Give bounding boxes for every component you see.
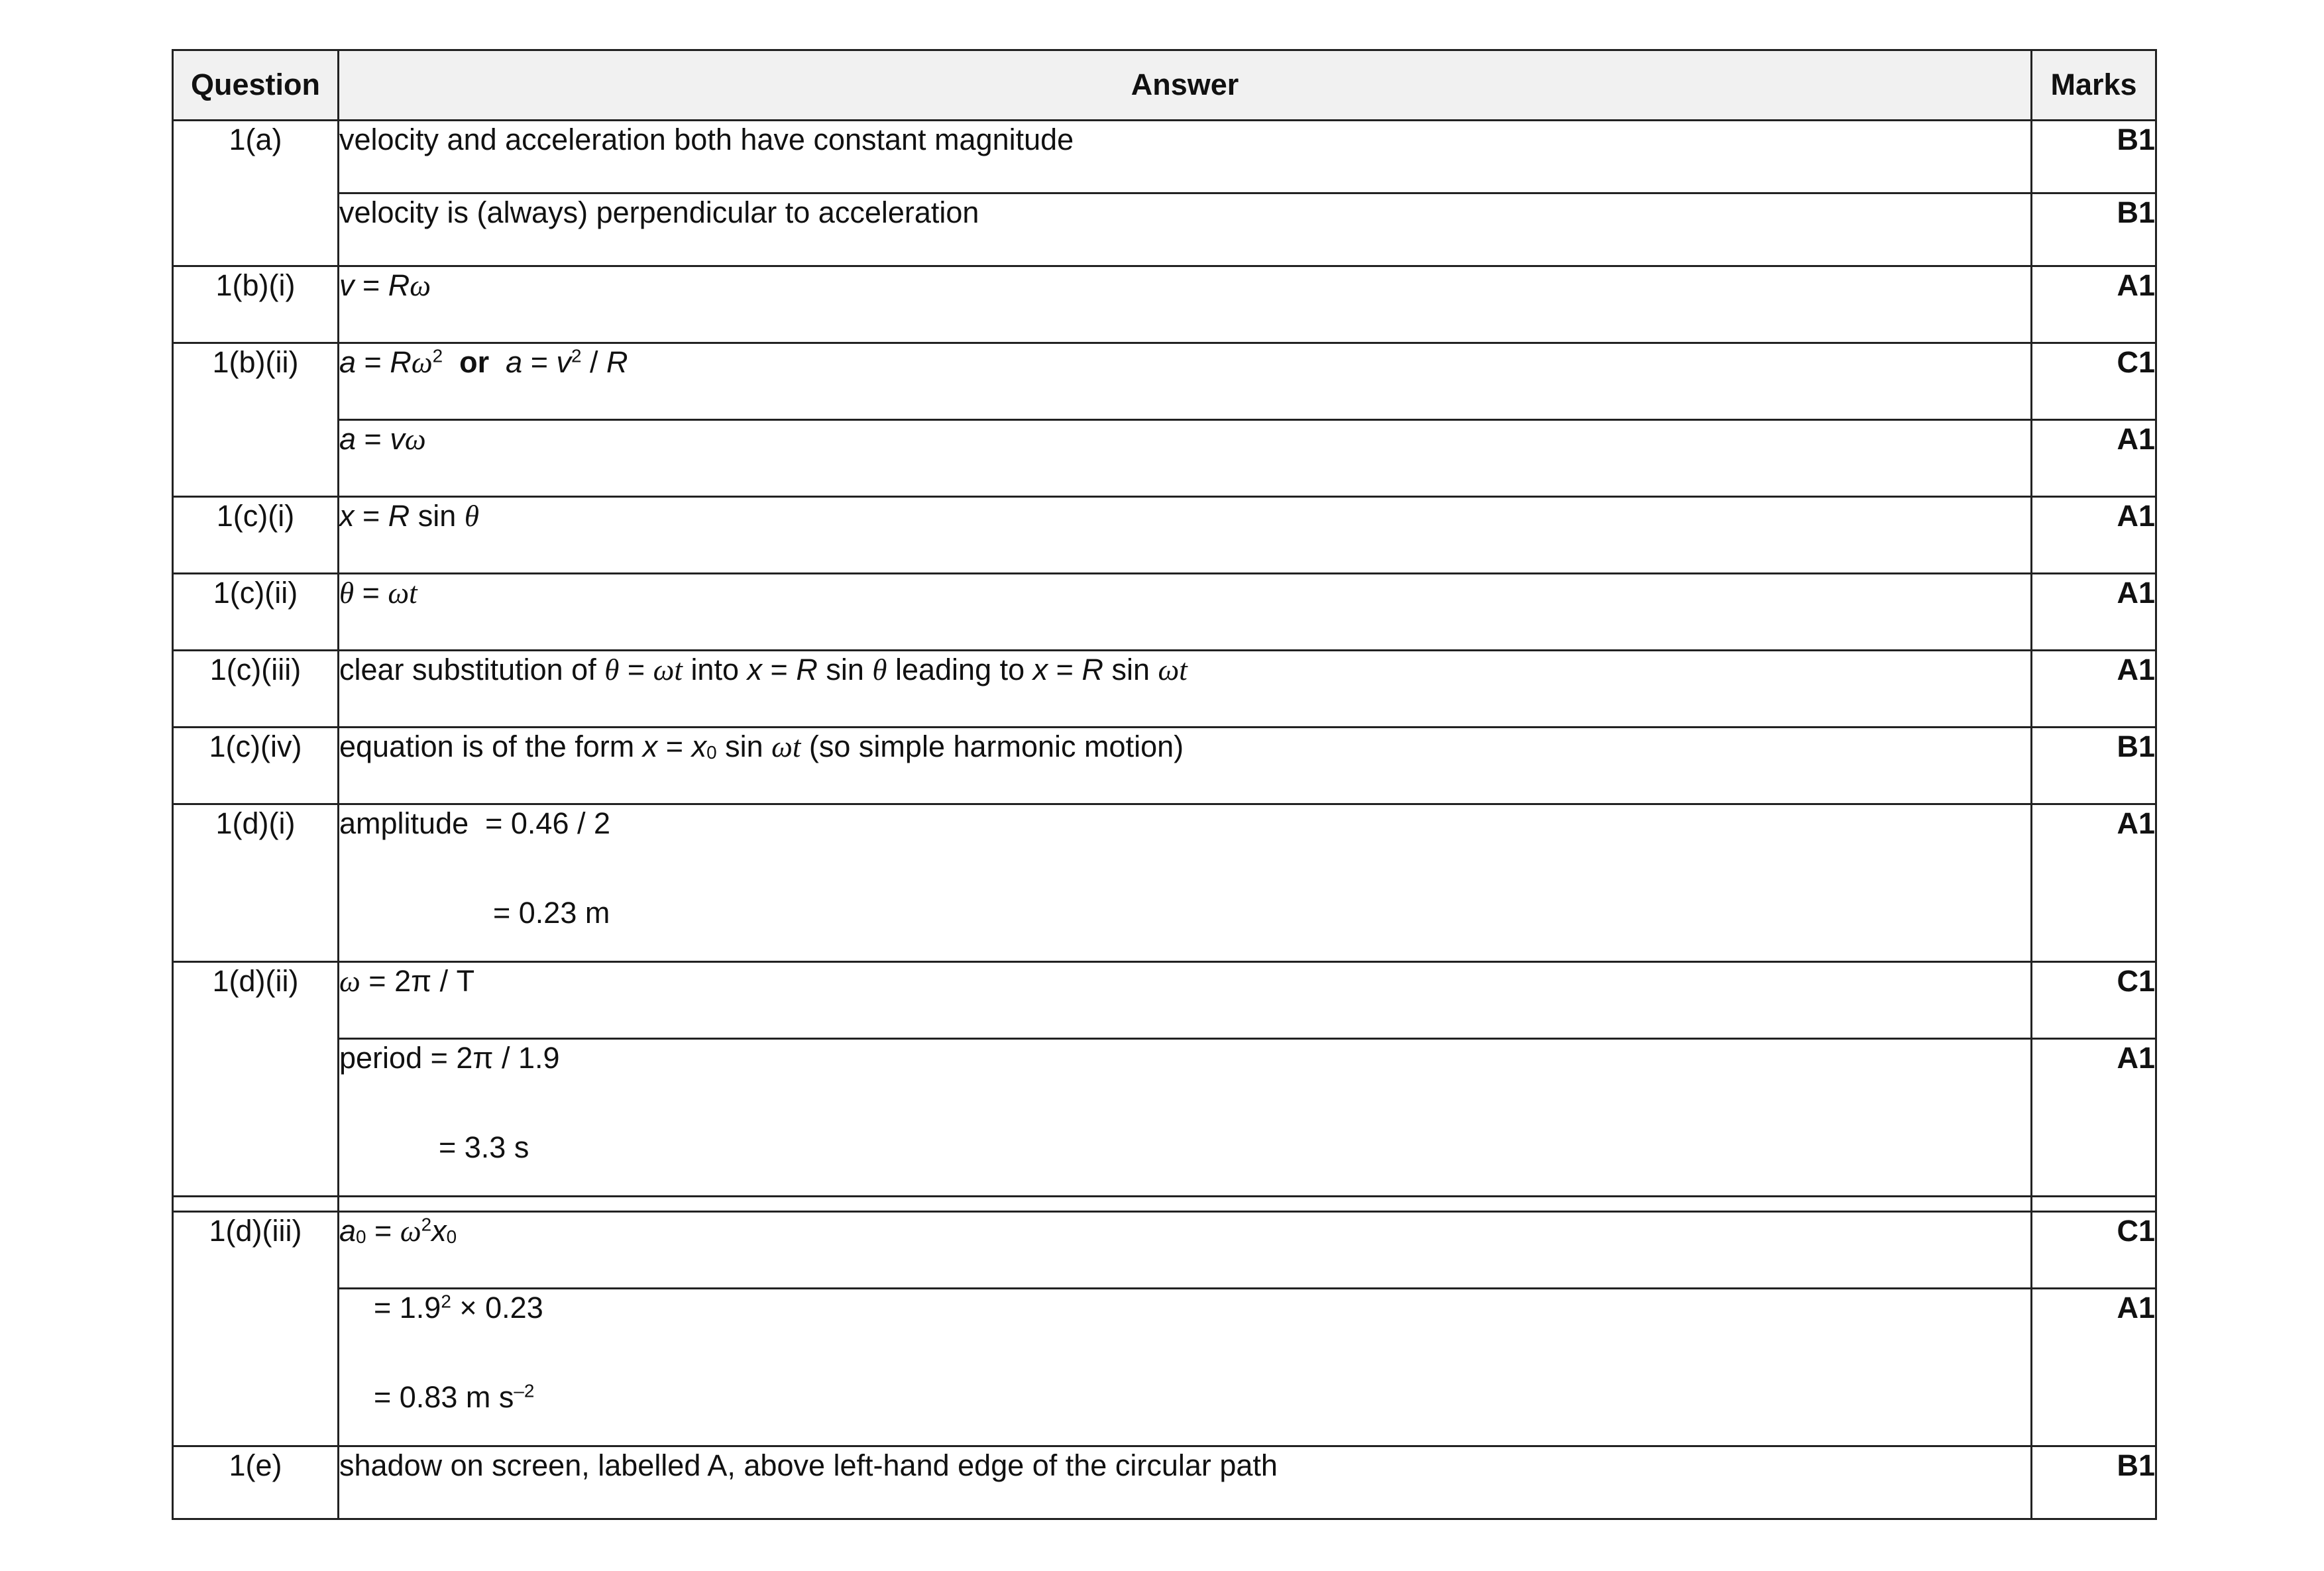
table-row xyxy=(173,728,2156,804)
table-row xyxy=(173,1212,2156,1289)
mark-scheme-table xyxy=(172,49,2157,1520)
mark-cell: A1 xyxy=(2032,651,2156,728)
question-number: 1(c)(i) xyxy=(173,497,339,574)
table-row xyxy=(173,420,2156,497)
mark-cell: A1 xyxy=(2032,574,2156,651)
question-number: 1(a) xyxy=(173,121,339,266)
table-row xyxy=(173,574,2156,651)
table-row xyxy=(173,1039,2156,1197)
answer-cell: $a = R\omega^2$ or $a = v^2 / R$ xyxy=(339,343,2032,420)
mark-cell: A1 xyxy=(2032,804,2156,962)
table-row xyxy=(173,497,2156,574)
table-row xyxy=(173,121,2156,193)
table-row xyxy=(173,266,2156,343)
separator-cell xyxy=(339,1197,2032,1212)
question-number: 1(b)(i) xyxy=(173,266,339,343)
answer-cell: v = Rω xyxy=(339,266,2032,343)
separator-cell xyxy=(173,1197,339,1212)
table-row xyxy=(173,343,2156,420)
mark-cell: A1 xyxy=(2032,266,2156,343)
question-number: 1(b)(ii) xyxy=(173,343,339,497)
table-row xyxy=(173,804,2156,962)
answer-cell: equation is of the form $x = x_0$ sin ωt (so simple harmonic motion) xyxy=(339,728,2032,804)
table-row xyxy=(173,651,2156,728)
answer-column-header: Answer xyxy=(339,50,2032,121)
mark-cell: B1 xyxy=(2032,193,2156,266)
answer-cell: velocity is (always) perpendicular to acceleration xyxy=(339,193,2032,266)
marks-column-header: Marks xyxy=(2032,50,2156,121)
mark-cell: B1 xyxy=(2032,121,2156,193)
question-number: 1(c)(ii) xyxy=(173,574,339,651)
table-row xyxy=(173,1446,2156,1519)
mark-cell: A1 xyxy=(2032,1289,2156,1446)
mark-cell: B1 xyxy=(2032,728,2156,804)
answer-cell: amplitude = 0.46 / 2 = 0.23 m xyxy=(339,804,2032,962)
answer-cell: shadow on screen, labelled A, above left-hand edge of the circular path xyxy=(339,1446,2032,1519)
mark-cell: B1 xyxy=(2032,1446,2156,1519)
table-row xyxy=(173,1289,2156,1446)
mark-cell: A1 xyxy=(2032,497,2156,574)
answer-cell: θ = ωt xyxy=(339,574,2032,651)
question-number: 1(d)(i) xyxy=(173,804,339,962)
mark-scheme-page xyxy=(172,49,2155,1520)
answer-cell: a = vω xyxy=(339,420,2032,497)
question-number: 1(e) xyxy=(173,1446,339,1519)
mark-cell: A1 xyxy=(2032,1039,2156,1197)
answer-cell: x = R sin θ xyxy=(339,497,2032,574)
answer-cell: period = 2π / 1.9 = 3.3 s xyxy=(339,1039,2032,1197)
question-column-header: Question xyxy=(173,50,339,121)
answer-cell: velocity and acceleration both have constant magnitude xyxy=(339,121,2032,193)
answer-cell: = $1.9^2 \times 0.23$ = 0.83 m $s^{-2}$ xyxy=(339,1289,2032,1446)
answer-cell: ω = 2π / T xyxy=(339,962,2032,1039)
question-number: 1(d)(iii) xyxy=(173,1212,339,1446)
answer-cell: clear substitution of θ = ωt into x = R sin θ leading to x = R sin ωt xyxy=(339,651,2032,728)
question-number: 1(c)(iii) xyxy=(173,651,339,728)
separator-row xyxy=(173,1197,2156,1212)
mark-cell: C1 xyxy=(2032,343,2156,420)
mark-cell: A1 xyxy=(2032,420,2156,497)
mark-cell: C1 xyxy=(2032,962,2156,1039)
answer-cell: $a_0 = \omega^2x_0$ xyxy=(339,1212,2032,1289)
separator-cell xyxy=(2032,1197,2156,1212)
mark-cell: C1 xyxy=(2032,1212,2156,1289)
table-row xyxy=(173,962,2156,1039)
table-row xyxy=(173,193,2156,266)
question-number: 1(c)(iv) xyxy=(173,728,339,804)
question-number: 1(d)(ii) xyxy=(173,962,339,1197)
header-row xyxy=(173,50,2156,121)
